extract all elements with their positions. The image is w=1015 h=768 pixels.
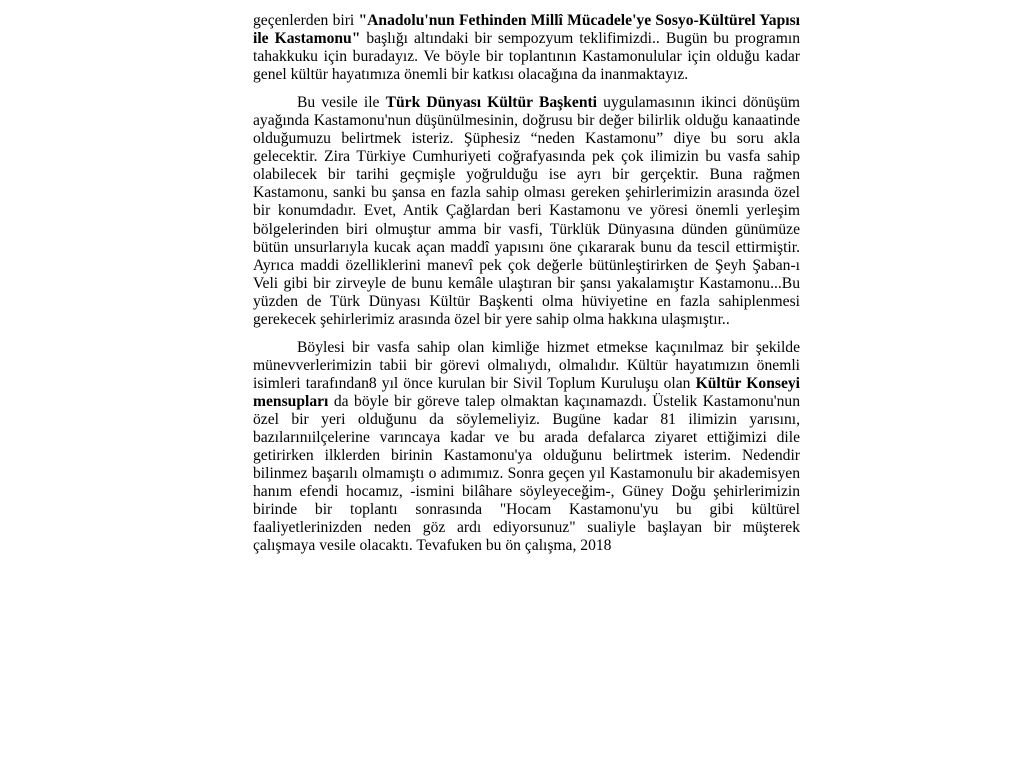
paragraph-turkic-capital — [253, 94, 800, 329]
symposium-title: "Anadolu'nun Fethinden Millî Mücadele'ye Sosyo-Kültürel Yapısı ile Kastamonu" — [253, 12, 801, 48]
culture-council-term: Kültür Konseyi mensupları — [253, 374, 800, 410]
paragraph-text: uygulamasının ikinci dönüşüm ayağında Kastamonu'nun düşünülmesinin, doğrusu bir değer bilirlik olduğu kanaatinde olduğumuzu belirtmek isteriz. Şüphesiz “neden Kastamonu” diye bu soru akla gelecektir. Zira Türkiye Cumhuriyeti coğrafyasında pek çok ilimizin bu vasfa sahip olabilecek bir tarihi geçmişle yoğrulduğu ise ayrı bir gerçektir. Buna rağmen Kastamonu, sanki bu şansa en fazla sahip olması gereken şehirlerimizin arasında özel bir konumdadır. Evet, Antik Çağlardan beri Kastamonu ve yöresi önemli yerleşim bölgelerinden biri olmuştur amma bir vasfi, Türklük Dünyasına dünden günümüze bütün unsurlarıyla kucak açan maddî yapısını öne çıkararak bunu da tescil ettirmiştir. Ayrıca maddi özelliklerini manevî pek çok değerle bütünleştirirken de Şeyh Şaban-ı Veli gibi bir zirveyle de bunu kemâle ulaştıran bir şansı yakalamıştır Kastamonu...Bu yüzden de Türk Dünyası Kültür Başkenti olma hüviyetine en fazla sahiplenmesi gerekecek şehirlerimiz arasında özel bir yere sahip olma hakkına ulaşmıştır.. — [253, 94, 800, 328]
paragraph-text: Böylesi bir vasfa sahip olan kimliğe hizmet etmekse kaçınılmaz bir şekilde münevverlerimizin tabii bir görevi olmalıydı, olmalıdır. Kültür hayatımızın önemli isimleri tarafından8 yıl önce kurulan bir Sivil Toplum Kuruluşu olan — [253, 338, 800, 392]
paragraph-text: başlığı altındaki bir sempozyum teklifimizdi.. Bugün bu programın tahakkuku için buradayız. Ve böyle bir toplantının Kastamonulular için olduğu kadar genel kültür hayatımıza önemli bir katkısı olacağına da inanmaktayız. — [253, 30, 800, 84]
turkic-capital-term: Türk Dünyası Kültür Başkenti — [385, 94, 598, 112]
document-page — [253, 12, 800, 555]
paragraph-text: Bu vesile ile — [297, 94, 386, 112]
paragraph-culture-council — [253, 339, 800, 556]
paragraph-symposium-proposal — [253, 12, 800, 84]
paragraph-text: geçenlerden biri — [253, 12, 359, 29]
paragraph-text: da böyle bir göreve talep olmaktan kaçınamazdı. Üstelik Kastamonu'nun özel bir yeri olduğunu da söylemeliyiz. Bugüne kadar 81 ilimizin yarısını, bazılarınıilçelerine varıncaya kadar ve bu arada defalarca ziyaret ettiğimizi dile getirirken ilklerden birinin Kastamonu'ya olduğunu belirtmek isterim. Nedendir bilinmez başarılı olmamıştı o adımımız. Sonra geçen yıl Kastamonulu bir akademisyen hanım efendi hocamız, -ismini bilâhare söyleyeceğim-, Güney Doğu şehirlerimizin birinde bir toplantı sonrasında "Hocam Kastamonu'yu bu gibi kültürel faaliyetlerinizden neden göz ardı ediyorsunuz" sualiyle başlayan bir müşterek çalışmaya vesile olacaktı. Tevafuken bu ön çalışma, 2018 — [253, 392, 800, 555]
